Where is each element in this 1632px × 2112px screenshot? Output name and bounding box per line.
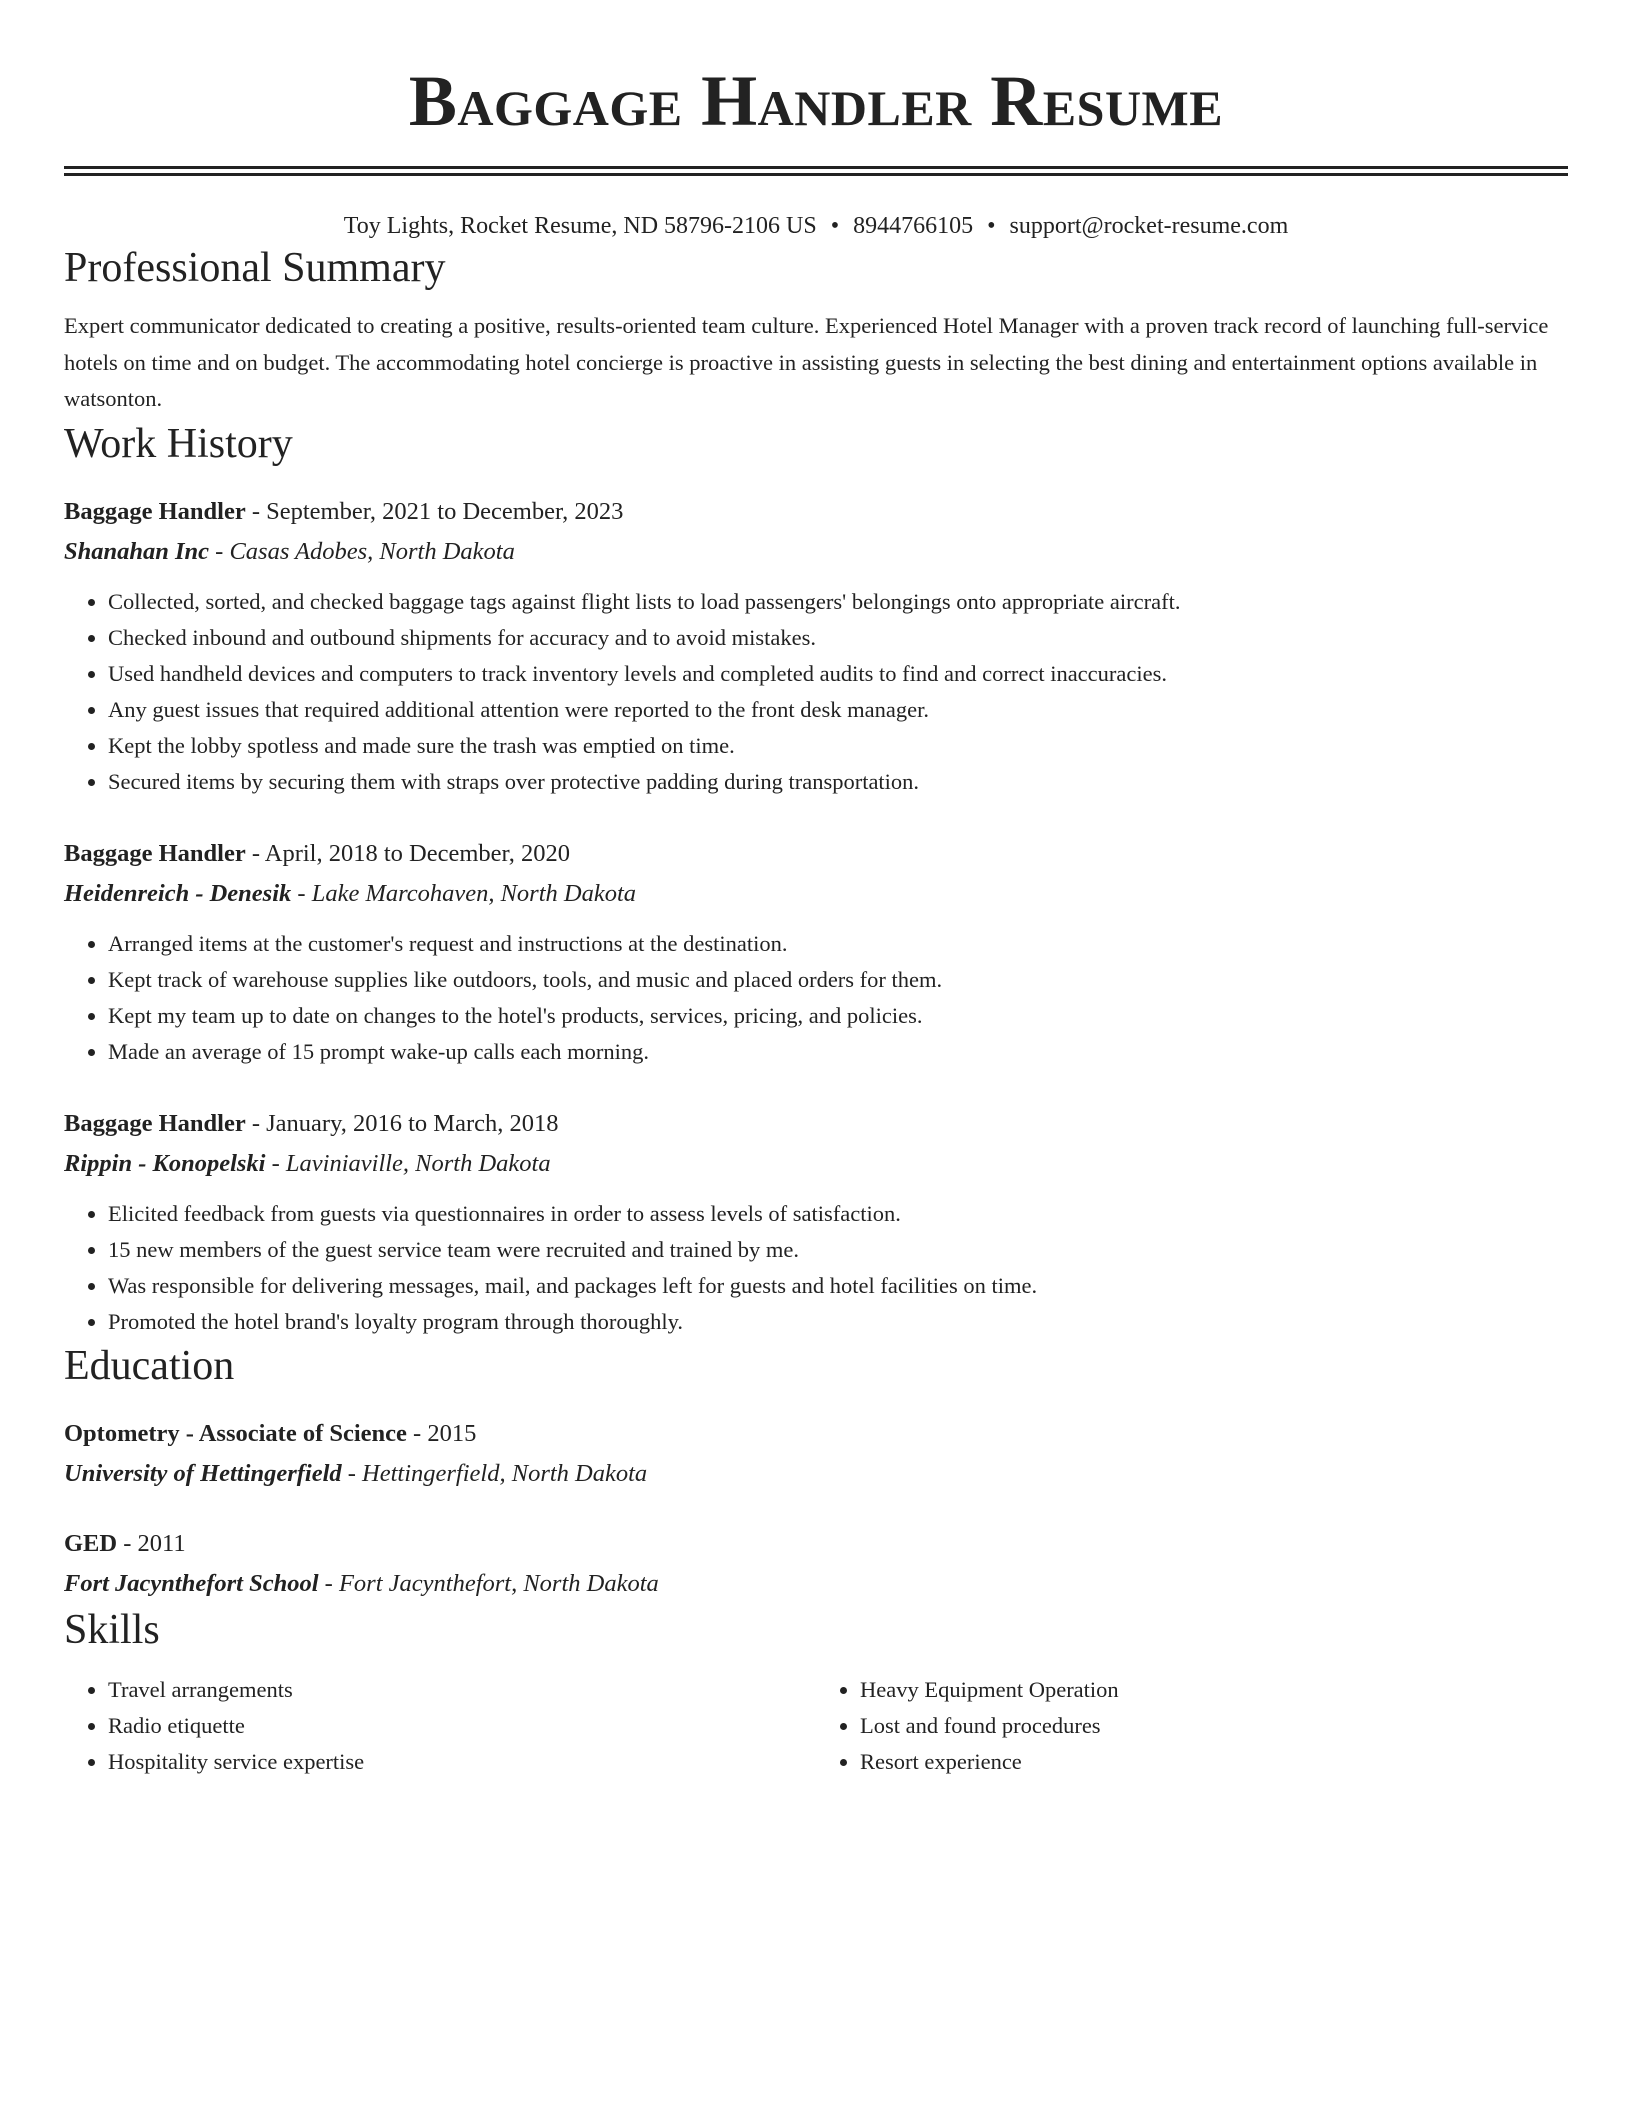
job-entry	[64, 834, 1568, 1070]
education-year: - 2011	[117, 1529, 186, 1557]
skill-item: • Hospitality service expertise	[108, 1744, 816, 1780]
job-dates: - January, 2016 to March, 2018	[245, 1109, 559, 1137]
skills-grid	[64, 1672, 1568, 1780]
job-duty: • Arranged items at the customer's request and instructions at the destination.	[108, 926, 1568, 962]
education-school-line	[64, 1564, 1568, 1604]
job-dates: - April, 2018 to December, 2020	[245, 839, 570, 867]
education-degree: Optometry - Associate of Science	[64, 1419, 407, 1447]
contact-separator: •	[830, 213, 840, 239]
education-school: University of Hettingerfield	[64, 1459, 342, 1487]
summary-text: Expert communicator dedicated to creating a positive, results-oriented team culture. Experienced Hotel Manager with a proven track record of launching full-service hotels on time and on budget. The accommodating hotel concierge is proactive in assisting guests in selecting the best dining and entertainment options available in watsonton.	[64, 313, 1549, 411]
job-duty: • Kept my team up to date on changes to the hotel's products, services, pricing, and policies.	[108, 998, 1568, 1034]
job-location: - Casas Adobes, North Dakota	[209, 537, 515, 565]
job-company: Heidenreich - Denesik	[64, 879, 292, 907]
education-entry	[64, 1524, 1568, 1604]
education-location: - Fort Jacynthefort, North Dakota	[318, 1569, 659, 1597]
resume-title: Baggage Handler Resume	[408, 61, 1224, 141]
job-duty: • Any guest issues that required additional attention were reported to the front desk manager.	[108, 692, 1568, 728]
contact-separator: •	[987, 213, 996, 239]
job-duty: • 15 new members of the guest service team were recruited and trained by me.	[108, 1232, 1568, 1268]
skill-item: • Lost and found procedures	[860, 1708, 1568, 1744]
skill-item: • Travel arrangements	[108, 1672, 816, 1708]
job-duty: • Promoted the hotel brand's loyalty program through thoroughly.	[108, 1304, 1568, 1340]
job-title-line	[64, 1104, 1568, 1144]
work-history-heading: Work History	[64, 420, 293, 467]
job-company-line	[64, 532, 1568, 572]
job-title-line	[64, 834, 1568, 874]
education-degree: GED	[64, 1529, 118, 1557]
job-duties-list	[64, 1196, 1568, 1340]
title-double-rule	[64, 166, 1568, 176]
job-title: Baggage Handler	[64, 497, 246, 525]
job-duty: • Elicited feedback from guests via questionnaires in order to assess levels of satisfaction.	[108, 1196, 1568, 1232]
contact-email: support@rocket-resume.com	[1009, 213, 1289, 239]
job-company: Shanahan Inc	[64, 537, 210, 565]
job-duty: • Checked inbound and outbound shipments for accuracy and to avoid mistakes.	[108, 620, 1568, 656]
education-year: - 2015	[406, 1419, 477, 1447]
summary-heading: Professional Summary	[64, 245, 446, 291]
job-duties-list	[64, 926, 1568, 1070]
contact-line	[64, 210, 1568, 242]
job-location: - Lake Marcohaven, North Dakota	[291, 879, 637, 907]
skills-list-left	[64, 1672, 816, 1780]
contact-address: Toy Lights, Rocket Resume, ND 58796-2106 US	[343, 213, 817, 239]
job-company-line	[64, 1144, 1568, 1184]
education-school-line	[64, 1454, 1568, 1494]
skill-item: • Resort experience	[860, 1744, 1568, 1780]
job-location: - Laviniaville, North Dakota	[265, 1149, 551, 1177]
job-entry	[64, 492, 1568, 800]
contact-phone: 8944766105	[853, 213, 974, 239]
education-degree-line	[64, 1414, 1568, 1454]
skill-item: • Heavy Equipment Operation	[860, 1672, 1568, 1708]
job-company-line	[64, 874, 1568, 914]
job-title: Baggage Handler	[64, 839, 246, 867]
job-duty: • Was responsible for delivering messages, mail, and packages left for guests and hotel facilities on time.	[108, 1268, 1568, 1304]
job-dates: - September, 2021 to December, 2023	[245, 497, 624, 525]
education-school: Fort Jacynthefort School	[64, 1569, 319, 1597]
skills-heading: Skills	[64, 1606, 160, 1653]
job-duty: • Kept the lobby spotless and made sure the trash was emptied on time.	[108, 728, 1568, 764]
job-duty: • Made an average of 15 prompt wake-up calls each morning.	[108, 1034, 1568, 1070]
job-duty: • Used handheld devices and computers to track inventory levels and completed audits to find and correct inaccuracies.	[108, 656, 1568, 692]
skills-list-right	[816, 1672, 1568, 1780]
education-entry	[64, 1414, 1568, 1494]
job-title: Baggage Handler	[64, 1109, 246, 1137]
education-degree-line	[64, 1524, 1568, 1564]
skill-item: • Radio etiquette	[108, 1708, 816, 1744]
job-title-line	[64, 492, 1568, 532]
job-duty: • Kept track of warehouse supplies like outdoors, tools, and music and placed orders for them.	[108, 962, 1568, 998]
job-entry	[64, 1104, 1568, 1340]
education-heading: Education	[64, 1342, 235, 1389]
job-duties-list	[64, 584, 1568, 800]
job-duty: • Secured items by securing them with straps over protective padding during transportation.	[108, 764, 1568, 800]
education-location: - Hettingerfield, North Dakota	[341, 1459, 648, 1487]
job-company: Rippin - Konopelski	[64, 1149, 266, 1177]
job-duty: • Collected, sorted, and checked baggage tags against flight lists to load passengers' belongings onto appropriate aircraft.	[108, 584, 1568, 620]
